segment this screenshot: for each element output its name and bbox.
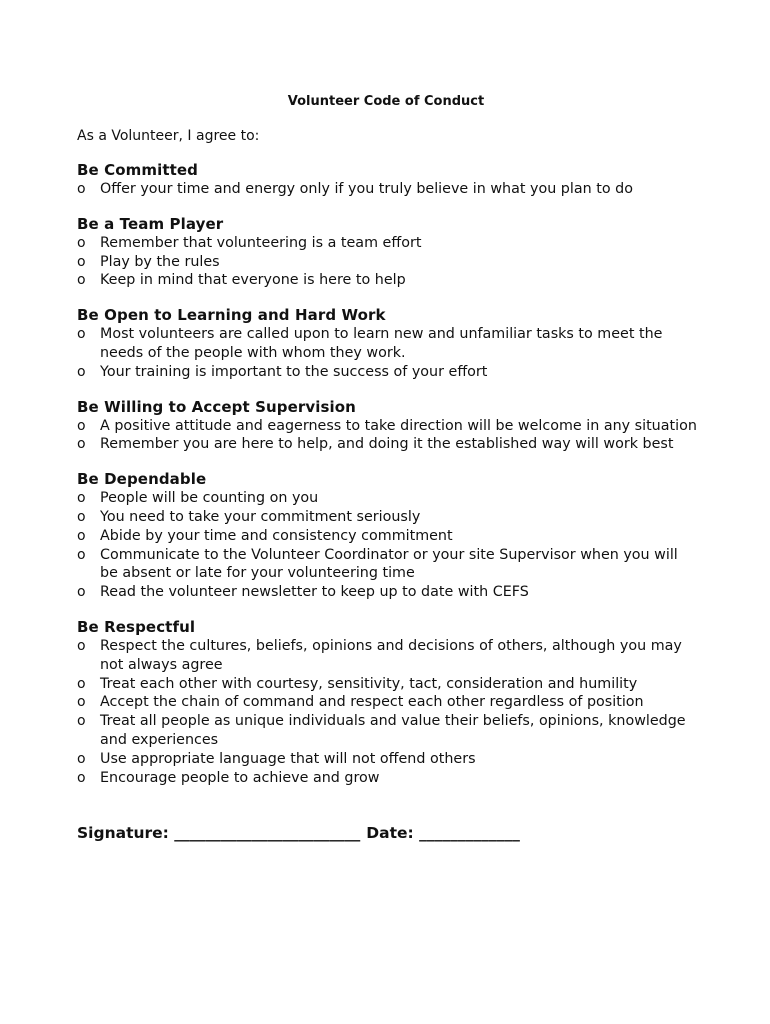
bullet-circle-icon: o (77, 675, 86, 692)
list-item (77, 675, 697, 694)
list-item (77, 712, 697, 750)
list-item (77, 583, 697, 602)
list-item (77, 325, 697, 363)
section (77, 161, 697, 199)
list-item-text: Encourage people to achieve and grow (100, 769, 380, 786)
section-heading: Be Open to Learning and Hard Work (77, 306, 386, 325)
section (77, 306, 697, 381)
section-heading: Be Willing to Accept Supervision (77, 397, 356, 416)
section (77, 215, 697, 290)
list-item-text: Remember that volunteering is a team effort (100, 234, 422, 251)
section-heading: Be Committed (77, 161, 198, 179)
list-item (77, 508, 697, 527)
bullet-list (77, 325, 697, 381)
list-item-text: Abide by your time and consistency commitment (100, 527, 453, 544)
bullet-circle-icon: o (77, 637, 86, 654)
bullet-circle-icon: o (77, 272, 86, 289)
list-item (77, 637, 697, 675)
bullet-circle-icon: o (77, 584, 86, 601)
bullet-circle-icon: o (77, 490, 86, 507)
bullet-circle-icon: o (77, 253, 86, 270)
list-item-text: Most volunteers are called upon to learn new and unfamiliar tasks to meet the needs of the people with whom they work. (100, 326, 663, 361)
bullet-list (77, 637, 697, 787)
list-item (77, 693, 697, 712)
list-item (77, 750, 697, 769)
section (77, 618, 697, 787)
list-item-text: Read the volunteer newsletter to keep up to date with CEFS (100, 584, 529, 601)
bullet-circle-icon: o (77, 417, 86, 434)
list-item-text: Communicate to the Volunteer Coordinator or your site Supervisor when you will be absent or late for your volunteering time (100, 546, 678, 582)
bullet-list (77, 489, 697, 602)
bullet-list (77, 180, 697, 199)
list-item (77, 489, 697, 508)
list-item (77, 363, 697, 382)
list-item-text: Treat all people as unique individuals and value their beliefs, opinions, knowledge and experiences (100, 713, 686, 748)
bullet-circle-icon: o (77, 713, 86, 730)
document-title: Volunteer Code of Conduct (287, 94, 485, 109)
bullet-list (77, 417, 697, 455)
section-heading: Be a Team Player (77, 214, 224, 233)
list-item (77, 417, 697, 436)
list-item (77, 527, 697, 546)
bullet-circle-icon: o (77, 694, 86, 711)
list-item (77, 253, 697, 272)
bullet-circle-icon: o (77, 546, 86, 563)
list-item (77, 769, 697, 788)
signature-row (77, 823, 697, 843)
list-item (77, 546, 697, 584)
bullet-circle-icon: o (77, 363, 86, 380)
section (77, 398, 697, 455)
list-item-text: Treat each other with courtesy, sensitivity, tact, consideration and humility (100, 675, 638, 692)
bullet-circle-icon: o (77, 508, 86, 525)
list-item (77, 271, 697, 290)
bullet-circle-icon: o (77, 326, 86, 343)
section-heading: Be Dependable (77, 470, 207, 489)
signature-label: Signature: ________________________ (77, 824, 361, 843)
bullet-circle-icon: o (77, 234, 86, 251)
list-item-text: Play by the rules (100, 253, 220, 270)
bullet-circle-icon: o (77, 436, 86, 453)
list-item-text: Respect the cultures, beliefs, opinions and decisions of others, although you may not always agree (100, 637, 682, 673)
list-item (77, 234, 697, 253)
bullet-circle-icon: o (77, 750, 86, 767)
bullet-list (77, 234, 697, 290)
list-item-text: Accept the chain of command and respect each other regardless of position (100, 694, 644, 711)
list-item-text: A positive attitude and eagerness to take direction will be welcome in any situation (100, 417, 697, 434)
document-page (77, 92, 697, 843)
list-item (77, 435, 697, 454)
list-item-text: Your training is important to the success of your effort (100, 363, 488, 380)
list-item-text: Offer your time and energy only if you truly believe in what you plan to do (100, 181, 633, 197)
list-item-text: Remember you are here to help, and doing it the established way will work best (100, 436, 674, 453)
bullet-circle-icon: o (77, 769, 86, 786)
section (77, 470, 697, 602)
list-item-text: People will be counting on you (100, 490, 319, 507)
intro-text: As a Volunteer, I agree to: (77, 128, 260, 144)
sections-container (77, 161, 697, 787)
bullet-circle-icon: o (77, 181, 86, 197)
list-item-text: Use appropriate language that will not offend others (100, 750, 476, 767)
list-item (77, 180, 697, 199)
bullet-circle-icon: o (77, 527, 86, 544)
list-item-text: Keep in mind that everyone is here to help (100, 272, 406, 289)
date-label: Date: _____________ (366, 824, 520, 843)
section-heading: Be Respectful (77, 617, 196, 636)
list-item-text: You need to take your commitment seriously (100, 508, 421, 525)
